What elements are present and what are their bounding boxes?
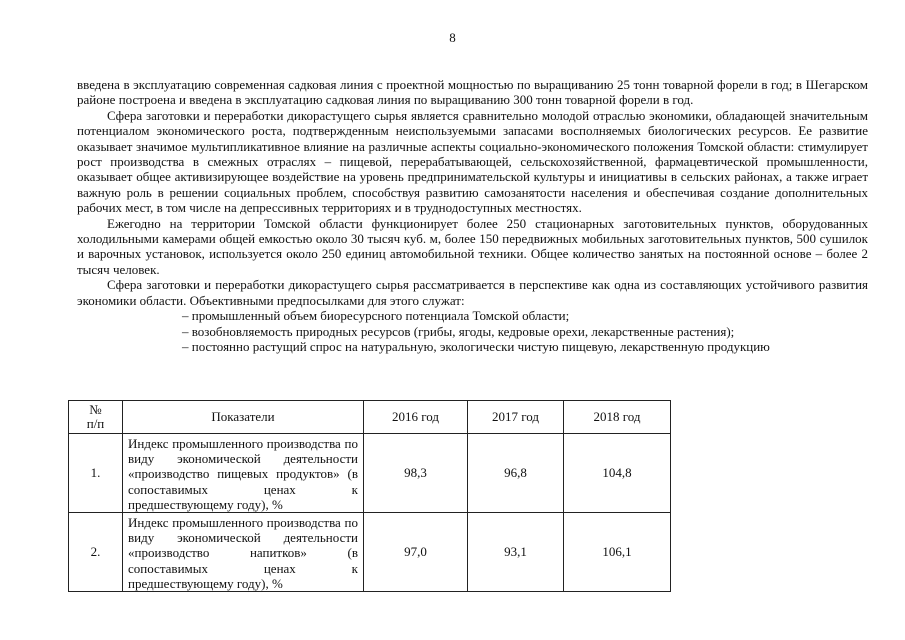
- table-row: [69, 434, 671, 513]
- row-number: 1.: [69, 434, 123, 513]
- header-2018: 2018 год: [564, 401, 671, 434]
- paragraph-prerequisites: Сфера заготовки и переработки дикорастущего сырья рассматривается в перспективе как одна из составляющих устойчивого развития экономики области. Объективными предпосылками для этого служат:: [77, 277, 868, 308]
- value-2018: 106,1: [564, 513, 671, 592]
- value-2017: 96,8: [468, 434, 564, 513]
- prerequisites-list: [77, 308, 868, 354]
- paragraph-procurement-points: Ежегодно на территории Томской области функционирует более 250 стационарных заготовительных пунктов, оборудованных холодильными камерами общей емкостью около 30 тысяч куб. м, более 150 передвижных мобильных заготовительных пунктов, 500 сушилок и варочных установок, используется около 250 единиц автомобильной техники. Общее количество занятых на постоянной основе – более 2 тысяч человек.: [77, 215, 868, 277]
- value-2016: 97,0: [364, 513, 468, 592]
- row-number: 2.: [69, 513, 123, 592]
- list-item: – возобновляемость природных ресурсов (грибы, ягоды, кедровые орехи, лекарственные растения);: [182, 323, 735, 339]
- header-2016: 2016 год: [364, 401, 468, 434]
- value-2016: 98,3: [364, 434, 468, 513]
- paragraph-wild-raw-materials: Сфера заготовки и переработки дикорастущего сырья является сравнительно молодой отраслью экономики, обладающей значительным потенциалом экономического роста, подтвержденным неиспользуемыми запасами восполняемых биологических ресурсов. Ее развитие оказывает значимое мультипликативное влияние на различные аспекты социально-экономического положения Томской области: стимулирует рост производства в смежных отраслях – пищевой, перерабатывающей, сельскохозяйственной, фармацевтической промышленности, оказывает общее активизирующее воздействие на уровень предпринимательской культуры и инициативы в сельских районах, а также играет важную роль в решении социальных проблем, способствуя развитию самозанятости населения и обеспечивая создание дополнительных рабочих мест, в том числе на депрессивных территориях и в труднодоступных местностях.: [77, 107, 868, 216]
- list-item: – постоянно растущий спрос на натуральную, экологически чистую пищевую, лекарственную продукцию: [182, 338, 770, 354]
- body-text: [77, 77, 868, 354]
- value-2018: 104,8: [564, 434, 671, 513]
- paragraph-trout: введена в эксплуатацию современная садковая линия с проектной мощностью по выращиванию 25 тонн товарной форели в год; в Шегарском районе построена и введена в эксплуатацию садковая линия по выращиванию 300 тонн товарной форели в год.: [77, 77, 868, 108]
- row-indicator: Индекс промышленного производства по виду экономической деятельности «производство напитков» (в сопоставимых ценах к предшествующему году), %: [123, 513, 364, 592]
- page-number: 8: [449, 30, 456, 45]
- production-index-table: [68, 400, 671, 592]
- header-number: № п/п: [69, 401, 123, 434]
- header-indicator: Показатели: [123, 401, 364, 434]
- value-2017: 93,1: [468, 513, 564, 592]
- table-header-row: [69, 401, 671, 434]
- header-2017: 2017 год: [468, 401, 564, 434]
- list-item: – промышленный объем биоресурсного потенциала Томской области;: [182, 308, 570, 324]
- row-indicator: Индекс промышленного производства по виду экономической деятельности «производство пищевых продуктов» (в сопоставимых ценах к предшествующему году), %: [123, 434, 364, 513]
- table-row: [69, 513, 671, 592]
